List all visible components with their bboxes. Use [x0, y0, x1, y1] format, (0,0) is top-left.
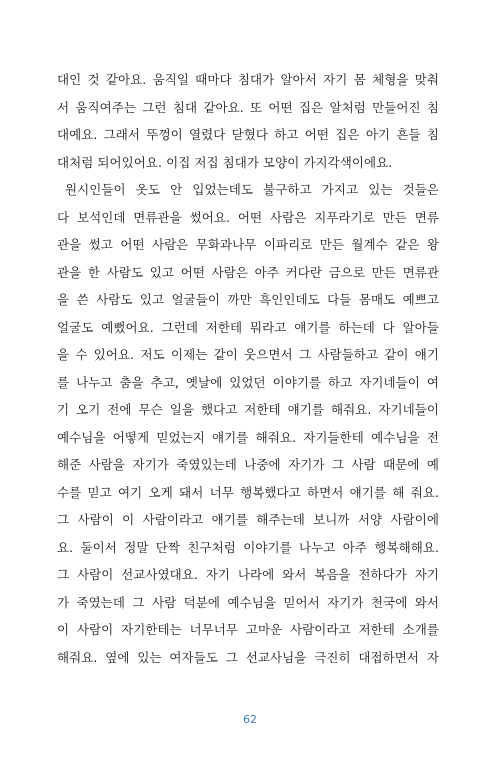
- text-line: 얼굴도 예뻤어요. 그런데 저한테 뭐라고 얘기를 하는데 다 알아들: [57, 319, 439, 335]
- text-line: 대처럼 되어있어요. 이집 저집 침대가 모양이 가지각색이에요.: [57, 154, 393, 170]
- text-line: 관을 썼고 어떤 사람은 무화과나무 이파리로 만든 월계수 같은 왕: [57, 237, 439, 252]
- text-line: 서 움직여주는 그런 침대 같아요. 또 어떤 집은 알처럼 만들어진 침: [57, 99, 439, 115]
- text-line: 이 사람이 자기한테는 너무너무 고마운 사람이라고 저한테 소개를: [57, 622, 439, 637]
- text-line: 그 사람이 선교사였대요. 자기 나라에 와서 복음을 전하다가 자기: [57, 567, 439, 582]
- body-text: [57, 66, 439, 671]
- text-line: 그 사람이 이 사람이라고 얘기를 해주는데 보니까 서양 사람이에: [57, 512, 439, 527]
- text-line: 관을 한 사람도 있고 어떤 사람은 아주 커다란 금으로 만든 면류관: [57, 264, 439, 280]
- text-line: 를 나누고 춤을 추고, 옛날에 있었던 이야기를 하고 자기네들이 여: [57, 374, 439, 390]
- text-line: 해줘요. 옆에 있는 여자들도 그 선교사님을 극진히 대접하면서 자: [57, 649, 439, 665]
- text-line: 대예요. 그래서 뚜껑이 열렸다 닫혔다 하고 어떤 집은 아기 흔들 침: [57, 127, 439, 142]
- text-line: 원시인들이 옷도 안 입었는데도 불구하고 가지고 있는 것들은: [65, 182, 439, 197]
- text-line: 요. 둘이서 정말 단짝 친구처럼 이야기를 나누고 아주 행복해해요.: [57, 539, 439, 555]
- paragraph-1: [57, 66, 439, 176]
- page-number: 62: [243, 713, 257, 726]
- text-line: 수를 믿고 여기 오게 돼서 너무 행복했다고 하면서 얘기를 해 줘요.: [57, 484, 439, 500]
- text-line: 예수님을 어떻게 믿었는지 얘기를 해줘요. 자기들한테 예수님을 전: [57, 429, 439, 445]
- text-line: 대인 것 같아요. 움직일 때마다 침대가 알아서 자기 몸 체형을 맞춰: [57, 72, 439, 87]
- text-line: 다 보석인데 면류관을 썼어요. 어떤 사람은 지푸라기로 만든 면류: [57, 209, 439, 225]
- text-line: 가 죽였는데 그 사람 덕분에 예수님을 믿어서 자기가 천국에 와서: [57, 594, 439, 610]
- text-line: 기 오기 전에 무슨 일을 했다고 저한테 얘기를 해줘요. 자기네들이: [57, 402, 439, 417]
- text-line: 해준 사람을 자기가 죽였있는데 나중에 자기가 그 사람 때문에 예: [57, 457, 439, 472]
- text-line: 을 쓴 사람도 있고 얼굴들이 까만 흑인인데도 다들 몸매도 예쁘고: [57, 292, 439, 307]
- text-line: 을 수 있어요. 저도 이제는 같이 웃으면서 그 사람들하고 같이 얘기: [57, 347, 439, 362]
- paragraph-2: [57, 176, 439, 671]
